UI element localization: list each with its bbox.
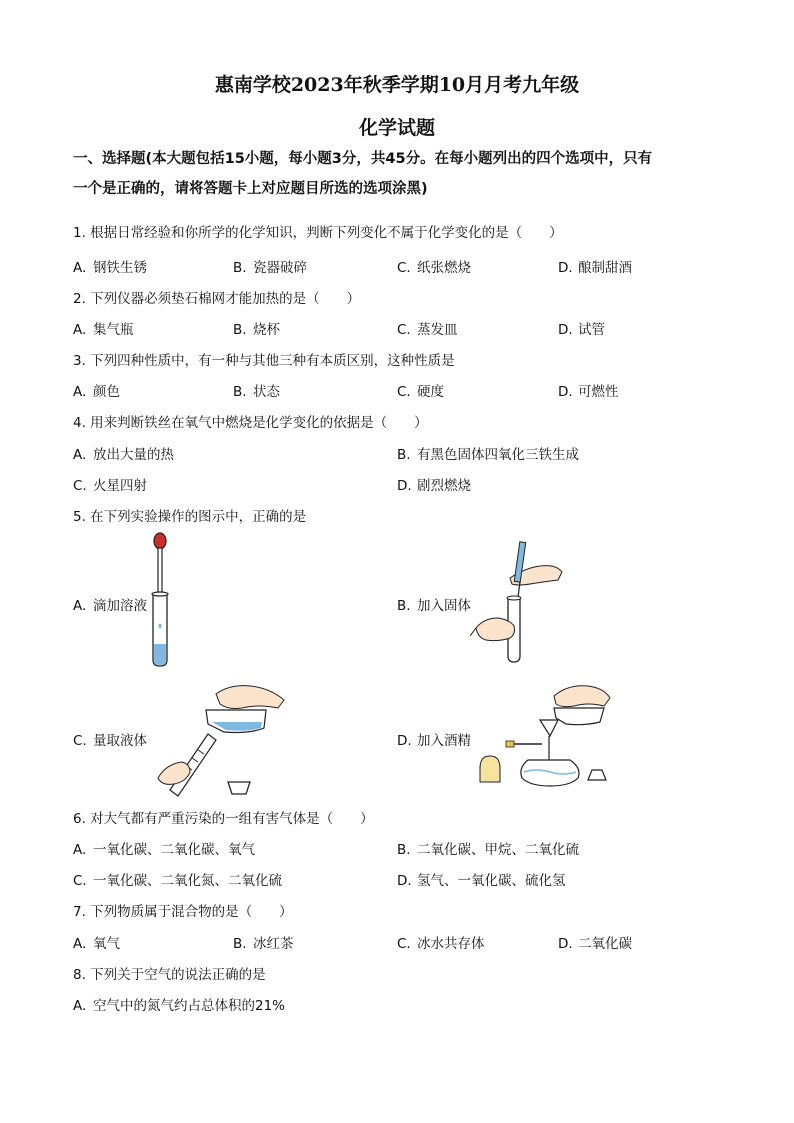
question-3-option-a [73,380,120,400]
option-text: 酿制甜酒 [578,260,632,276]
question-2-option-d [558,318,605,338]
solid-adding-figure [470,538,570,666]
option-text: 钢铁生锈 [93,260,147,276]
option-text: 加入固体 [417,598,471,614]
option-text: 冰红茶 [253,936,294,952]
question-1-option-b [233,256,307,276]
option-text: 试管 [578,322,605,338]
option-letter: B. [397,598,411,614]
question-2-option-b [233,318,280,338]
option-text: 蒸发皿 [417,322,458,338]
option-letter: A. [73,598,87,614]
option-text: 滴加溶液 [93,598,147,614]
option-letter: C. [397,384,411,400]
question-1-stem: 1. 根据日常经验和你所学的化学知识，判断下列变化不属于化学变化的是（ ） [73,225,563,241]
option-letter: C. [73,873,87,889]
option-text: 火星四射 [93,478,147,494]
question-6-option-c [73,869,282,889]
option-text: 剧烈燃烧 [417,478,471,494]
option-text: 有黑色固体四氧化三铁生成 [417,447,579,463]
question-7-option-b [233,932,294,952]
question-1-option-d [558,256,632,276]
question-8-option-a [73,994,285,1014]
question-3-option-d [558,380,619,400]
question-7-option-c [397,932,485,952]
option-text: 集气瓶 [93,322,134,338]
question-6-option-b [397,838,579,858]
alcohol-lamp-figure [470,682,615,790]
option-letter: B. [233,322,247,338]
question-5-option-b [397,594,471,614]
question-5-option-c [73,729,147,749]
option-text: 氢气、一氧化碳、硫化氢 [417,873,566,889]
option-letter: A. [73,998,87,1014]
question-4-stem: 4. 用来判断铁丝在氧气中燃烧是化学变化的依据是（ ） [73,415,428,431]
option-letter: C. [73,733,87,749]
option-text: 状态 [253,384,280,400]
question-1-option-c [397,256,471,276]
option-text: 氧气 [93,936,120,952]
question-1-option-a [73,256,147,276]
option-letter: D. [397,733,412,749]
question-2-option-a [73,318,134,338]
section-heading-line2: 一个是正确的，请将答题卡上对应题目所选的选项涂黑) [73,181,428,197]
option-text: 冰水共存体 [417,936,485,952]
question-4-option-b [397,443,579,463]
question-3-option-b [233,380,280,400]
question-7-option-d [558,932,632,952]
question-6-stem: 6. 对大气都有严重污染的一组有害气体是（ ） [73,811,374,827]
question-7-option-a [73,932,120,952]
question-5-option-d [397,729,471,749]
option-text: 加入酒精 [417,733,471,749]
option-letter: B. [233,260,247,276]
option-text: 可燃性 [578,384,619,400]
option-text: 烧杯 [253,322,280,338]
option-letter: C. [397,936,411,952]
option-letter: A. [73,384,87,400]
question-5-stem: 5. 在下列实验操作的图示中，正确的是 [73,509,307,525]
option-text: 空气中的氮气约占总体积的21% [93,998,286,1014]
option-letter: D. [397,478,412,494]
option-text: 量取液体 [93,733,147,749]
option-text: 一氧化碳、二氧化氮、二氧化硫 [93,873,282,889]
question-2-stem: 2. 下列仪器必须垫石棉网才能加热的是（ ） [73,291,361,307]
option-letter: A. [73,842,87,858]
option-text: 二氧化碳、甲烷、二氧化硫 [417,842,579,858]
question-7-stem: 7. 下列物质属于混合物的是（ ） [73,904,293,920]
option-letter: B. [397,447,411,463]
question-4-option-a [73,443,174,463]
option-letter: C. [397,260,411,276]
option-text: 硬度 [417,384,444,400]
option-letter: B. [397,842,411,858]
measuring-cylinder-figure [146,682,291,800]
option-letter: A. [73,260,87,276]
option-letter: A. [73,936,87,952]
question-4-option-c [73,474,147,494]
option-text: 一氧化碳、二氧化碳、氧气 [93,842,255,858]
option-letter: A. [73,447,87,463]
option-text: 二氧化碳 [578,936,632,952]
option-letter: D. [397,873,412,889]
option-letter: D. [558,322,573,338]
option-letter: C. [73,478,87,494]
page-subtitle: 化学试题 [358,117,435,139]
question-5-option-a [73,594,147,614]
option-letter: D. [558,384,573,400]
question-8-stem: 8. 下列关于空气的说法正确的是 [73,967,266,983]
option-text: 放出大量的热 [93,447,174,463]
dropper-figure [146,532,186,672]
question-3-stem: 3. 下列四种性质中，有一种与其他三种有本质区别，这种性质是 [73,353,455,369]
question-2-option-c [397,318,458,338]
option-letter: D. [558,260,573,276]
option-text: 瓷器破碎 [253,260,307,276]
section-heading [73,144,723,204]
question-6-option-d [397,869,566,889]
question-3-option-c [397,380,444,400]
option-letter: B. [233,384,247,400]
question-4-option-d [397,474,471,494]
option-letter: B. [233,936,247,952]
option-letter: A. [73,322,87,338]
option-text: 纸张燃烧 [417,260,471,276]
option-text: 颜色 [93,384,120,400]
page-title: 惠南学校2023年秋季学期10月月考九年级 [214,74,580,96]
section-heading-line1: 一、选择题(本大题包括15小题，每小题3分，共45分。在每小题列出的四个选项中，只有 [73,151,653,167]
question-6-option-a [73,838,255,858]
option-letter: C. [397,322,411,338]
option-letter: D. [558,936,573,952]
